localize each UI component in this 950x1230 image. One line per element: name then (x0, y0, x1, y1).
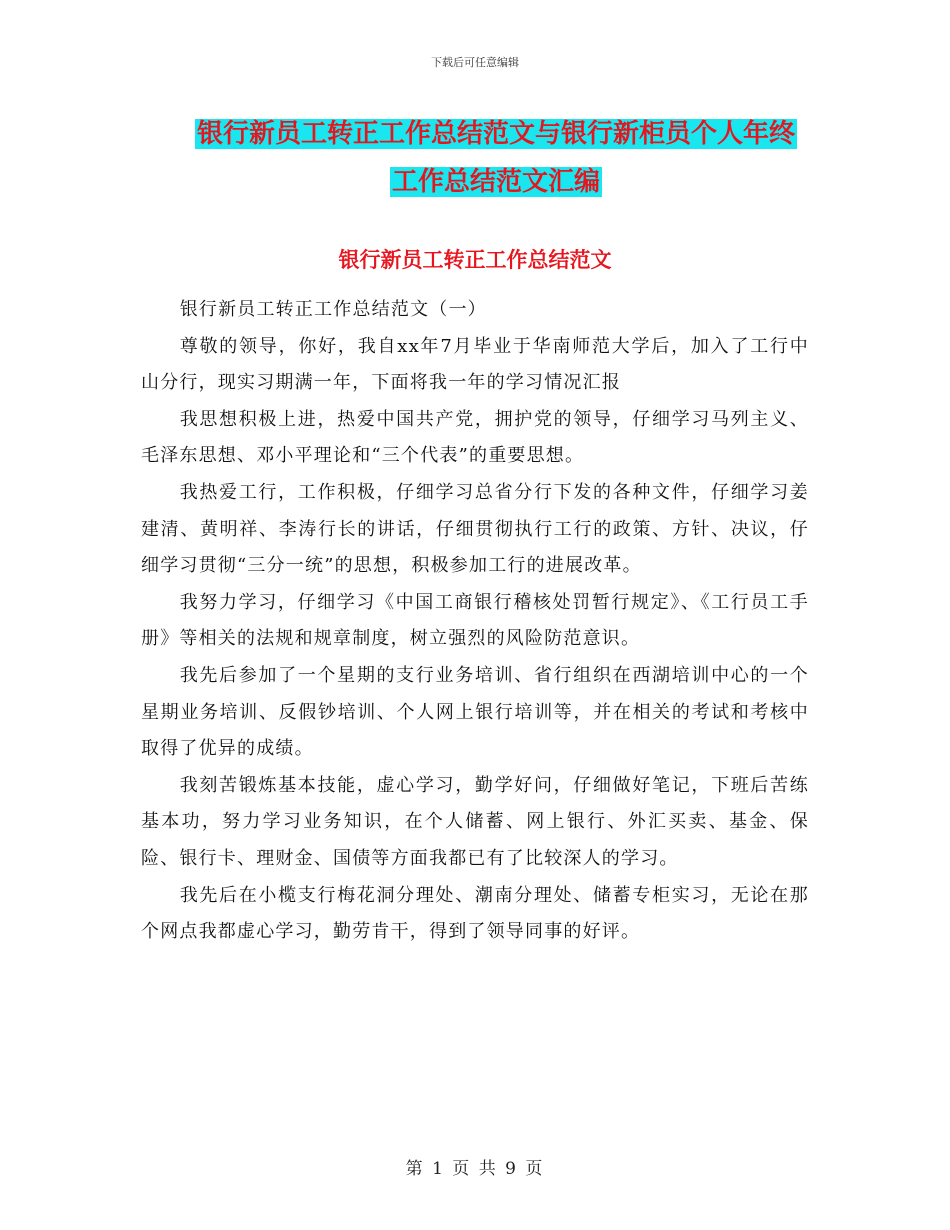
paragraph: 我先后在小榄支行梅花洞分理处、潮南分理处、储蓄专柜实习，无论在那个网点我都虚心学习，勤劳肯干，得到了领导同事的好评。 (141, 884, 809, 943)
paragraph: 我先后参加了一个星期的支行业务培训、省行组织在西湖培训中心的一个星期业务培训、反假钞培训、个人网上银行培训等，并在相关的考试和考核中取得了优异的成绩。 (141, 664, 809, 760)
header-note: 下载后可任意编辑 (431, 56, 519, 69)
document-title-line-1: 银行新员工转正工作总结范文与银行新柜员个人年终 (196, 119, 795, 149)
paragraph: 尊敬的领导，你好，我自xx年7月毕业于华南师范大学后，加入了工行中山分行，现实习期满一年，下面将我一年的学习情况汇报 (141, 335, 809, 394)
paragraph: 我热爱工行，工作积极，仔细学习总省分行下发的各种文件，仔细学习姜建清、黄明祥、李涛行长的讲话，仔细贯彻执行工行的政策、方针、决议，仔细学习贯彻“三分一统”的思想，积极参加工行的进展改革。 (141, 481, 809, 577)
paragraph: 我刻苦锻炼基本技能，虚心学习，勤学好问，仔细做好笔记，下班后苦练基本功，努力学习业务知识，在个人储蓄、网上银行、外汇买卖、基金、保险、银行卡、理财金、国债等方面我都已有了比较深人的学习。 (141, 774, 809, 869)
paragraph: 我努力学习，仔细学习《中国工商银行稽核处罚暂行规定》、《工行员工手册》等相关的法规和规章制度，树立强烈的风险防范意识。 (141, 591, 809, 650)
document-body (141, 292, 809, 951)
paragraph-subtitle: 银行新员工转正工作总结范文（一） (179, 299, 487, 320)
document-title (190, 110, 802, 206)
page-indicator: 第 1 页 共 9 页 (405, 1159, 545, 1179)
document-title-line-2: 工作总结范文汇编 (391, 167, 600, 197)
section-title: 银行新员工转正工作总结范文 (338, 248, 612, 272)
paragraph: 我思想积极上进，热爱中国共产党，拥护党的领导，仔细学习马列主义、毛泽东思想、邓小平理论和“三个代表”的重要思想。 (141, 408, 809, 467)
